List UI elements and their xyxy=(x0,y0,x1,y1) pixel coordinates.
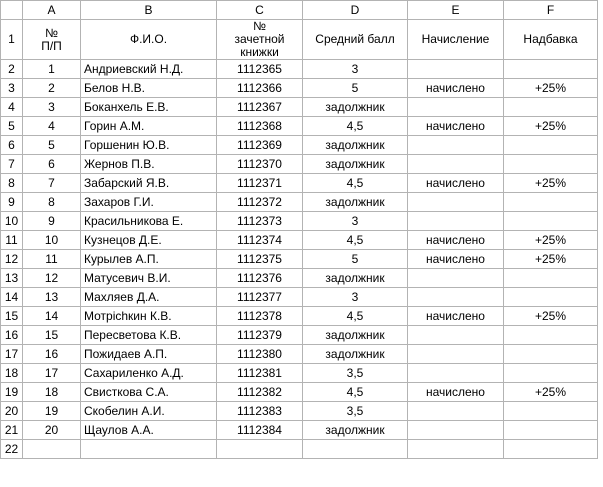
cell-record-book[interactable]: 1112367 xyxy=(217,98,303,117)
cell-bonus[interactable] xyxy=(504,212,598,231)
header-book-line2: зачетной xyxy=(234,32,285,46)
table-row[interactable] xyxy=(1,326,598,345)
cell-bonus[interactable] xyxy=(504,60,598,79)
cell-record-book[interactable]: 1112371 xyxy=(217,174,303,193)
header-cell-record-book[interactable] xyxy=(217,20,303,60)
cell-fio[interactable]: Щаулов А.А. xyxy=(81,421,217,440)
cell-record-book[interactable]: 1112377 xyxy=(217,288,303,307)
row-header-16[interactable]: 16 xyxy=(1,326,23,345)
cell-accrual[interactable] xyxy=(408,345,504,364)
row-header-9[interactable]: 9 xyxy=(1,193,23,212)
cell-number[interactable]: 12 xyxy=(23,269,81,288)
cell-fio[interactable]: Красильникова Е. xyxy=(81,212,217,231)
table-row[interactable] xyxy=(1,288,598,307)
cell-accrual[interactable]: начислено xyxy=(408,174,504,193)
cell-empty[interactable] xyxy=(303,440,408,459)
cell-number[interactable]: 16 xyxy=(23,345,81,364)
row-header-5[interactable]: 5 xyxy=(1,117,23,136)
cell-number[interactable]: 10 xyxy=(23,231,81,250)
select-all-corner[interactable] xyxy=(1,1,23,20)
cell-bonus[interactable]: +25% xyxy=(504,250,598,269)
row-header-4[interactable]: 4 xyxy=(1,98,23,117)
cell-bonus[interactable]: +25% xyxy=(504,117,598,136)
cell-fio[interactable]: Горшенин Ю.В. xyxy=(81,136,217,155)
cell-bonus[interactable] xyxy=(504,155,598,174)
cell-record-book[interactable]: 1112381 xyxy=(217,364,303,383)
header-cell-bonus[interactable]: Надбавка xyxy=(504,20,598,60)
cell-fio[interactable]: Кузнецов Д.Е. xyxy=(81,231,217,250)
row-header-7[interactable]: 7 xyxy=(1,155,23,174)
cell-fio[interactable]: Мотрichкин К.В. xyxy=(81,307,217,326)
table-row[interactable] xyxy=(1,117,598,136)
cell-record-book[interactable]: 1112368 xyxy=(217,117,303,136)
column-header-f[interactable]: F xyxy=(504,1,598,20)
cell-bonus[interactable]: +25% xyxy=(504,174,598,193)
cell-fio[interactable]: Сахариленко А.Д. xyxy=(81,364,217,383)
cell-empty[interactable] xyxy=(217,440,303,459)
cell-number[interactable]: 14 xyxy=(23,307,81,326)
cell-accrual[interactable]: начислено xyxy=(408,231,504,250)
cell-accrual[interactable] xyxy=(408,136,504,155)
cell-accrual[interactable] xyxy=(408,421,504,440)
cell-empty[interactable] xyxy=(408,440,504,459)
cell-record-book[interactable]: 1112379 xyxy=(217,326,303,345)
cell-fio[interactable]: Горин А.М. xyxy=(81,117,217,136)
row-header-12[interactable]: 12 xyxy=(1,250,23,269)
table-row[interactable] xyxy=(1,136,598,155)
row-header-18[interactable]: 18 xyxy=(1,364,23,383)
cell-average-score[interactable]: задолжник xyxy=(303,155,408,174)
cell-average-score[interactable]: задолжник xyxy=(303,98,408,117)
cell-number[interactable]: 15 xyxy=(23,326,81,345)
cell-bonus[interactable]: +25% xyxy=(504,307,598,326)
cell-fio[interactable]: Белов Н.В. xyxy=(81,79,217,98)
cell-empty[interactable] xyxy=(504,440,598,459)
column-header-a[interactable]: A xyxy=(23,1,81,20)
cell-number[interactable]: 11 xyxy=(23,250,81,269)
header-cell-number[interactable] xyxy=(23,20,81,60)
cell-record-book[interactable]: 1112375 xyxy=(217,250,303,269)
row-header-1[interactable]: 1 xyxy=(1,20,23,60)
table-row[interactable] xyxy=(1,250,598,269)
cell-number[interactable]: 13 xyxy=(23,288,81,307)
header-cell-fio[interactable]: Ф.И.О. xyxy=(81,20,217,60)
row-header-22[interactable]: 22 xyxy=(1,440,23,459)
header-book-line3: книжки xyxy=(240,45,279,59)
cell-number[interactable]: 18 xyxy=(23,383,81,402)
row-header-17[interactable]: 17 xyxy=(1,345,23,364)
cell-record-book[interactable]: 1112372 xyxy=(217,193,303,212)
cell-average-score[interactable]: 5 xyxy=(303,250,408,269)
table-row[interactable] xyxy=(1,421,598,440)
cell-number[interactable]: 20 xyxy=(23,421,81,440)
cell-average-score[interactable]: 3 xyxy=(303,60,408,79)
table-row[interactable] xyxy=(1,345,598,364)
cell-accrual[interactable] xyxy=(408,212,504,231)
cell-bonus[interactable] xyxy=(504,326,598,345)
cell-number[interactable]: 2 xyxy=(23,79,81,98)
row-header-8[interactable]: 8 xyxy=(1,174,23,193)
cell-average-score[interactable]: 5 xyxy=(303,79,408,98)
cell-number[interactable]: 9 xyxy=(23,212,81,231)
column-header-row xyxy=(1,1,598,20)
cell-fio[interactable]: Боканхель Е.В. xyxy=(81,98,217,117)
cell-number[interactable]: 8 xyxy=(23,193,81,212)
cell-record-book[interactable]: 1112373 xyxy=(217,212,303,231)
table-row[interactable] xyxy=(1,60,598,79)
cell-average-score[interactable]: задолжник xyxy=(303,269,408,288)
cell-average-score[interactable]: задолжник xyxy=(303,326,408,345)
cell-number[interactable]: 5 xyxy=(23,136,81,155)
cell-accrual[interactable] xyxy=(408,193,504,212)
cell-bonus[interactable] xyxy=(504,288,598,307)
cell-number[interactable]: 19 xyxy=(23,402,81,421)
table-row[interactable] xyxy=(1,231,598,250)
cell-record-book[interactable]: 1112366 xyxy=(217,79,303,98)
row-header-11[interactable]: 11 xyxy=(1,231,23,250)
row-header-19[interactable]: 19 xyxy=(1,383,23,402)
cell-fio[interactable]: Скобелин А.И. xyxy=(81,402,217,421)
cell-accrual[interactable] xyxy=(408,60,504,79)
header-cell-average-score[interactable]: Средний балл xyxy=(303,20,408,60)
cell-accrual[interactable] xyxy=(408,402,504,421)
cell-accrual[interactable]: начислено xyxy=(408,307,504,326)
cell-fio[interactable]: Матусевич В.И. xyxy=(81,269,217,288)
cell-accrual[interactable] xyxy=(408,269,504,288)
cell-bonus[interactable] xyxy=(504,269,598,288)
cell-bonus[interactable]: +25% xyxy=(504,383,598,402)
cell-bonus[interactable]: +25% xyxy=(504,231,598,250)
cell-accrual[interactable]: начислено xyxy=(408,383,504,402)
cell-record-book[interactable]: 1112376 xyxy=(217,269,303,288)
column-header-c[interactable]: C xyxy=(217,1,303,20)
cell-empty[interactable] xyxy=(81,440,217,459)
cell-record-book[interactable]: 1112374 xyxy=(217,231,303,250)
cell-record-book[interactable]: 1112384 xyxy=(217,421,303,440)
cell-number[interactable]: 3 xyxy=(23,98,81,117)
cell-record-book[interactable]: 1112383 xyxy=(217,402,303,421)
cell-average-score[interactable]: 4,5 xyxy=(303,307,408,326)
row-header-14[interactable]: 14 xyxy=(1,288,23,307)
cell-average-score[interactable]: 3,5 xyxy=(303,402,408,421)
cell-empty[interactable] xyxy=(23,440,81,459)
header-number-line2: П/П xyxy=(41,38,62,53)
table-row[interactable] xyxy=(1,402,598,421)
table-row[interactable] xyxy=(1,212,598,231)
table-row[interactable] xyxy=(1,155,598,174)
cell-number[interactable]: 1 xyxy=(23,60,81,79)
table-row[interactable] xyxy=(1,383,598,402)
cell-fio[interactable]: Жернов П.В. xyxy=(81,155,217,174)
cell-record-book[interactable]: 1112382 xyxy=(217,383,303,402)
cell-fio[interactable]: Свисткова С.А. xyxy=(81,383,217,402)
cell-bonus[interactable] xyxy=(504,193,598,212)
row-header-20[interactable]: 20 xyxy=(1,402,23,421)
cell-average-score[interactable]: задолжник xyxy=(303,136,408,155)
cell-bonus[interactable] xyxy=(504,98,598,117)
cell-bonus[interactable] xyxy=(504,345,598,364)
cell-accrual[interactable]: начислено xyxy=(408,250,504,269)
table-row[interactable] xyxy=(1,98,598,117)
cell-fio[interactable]: Андриевский Н.Д. xyxy=(81,60,217,79)
cell-average-score[interactable]: 3 xyxy=(303,288,408,307)
row-header-2[interactable]: 2 xyxy=(1,60,23,79)
cell-fio[interactable]: Захаров Г.И. xyxy=(81,193,217,212)
cell-accrual[interactable] xyxy=(408,364,504,383)
cell-accrual[interactable] xyxy=(408,326,504,345)
column-header-b[interactable]: B xyxy=(81,1,217,20)
cell-number[interactable]: 4 xyxy=(23,117,81,136)
cell-average-score[interactable]: задолжник xyxy=(303,193,408,212)
cell-bonus[interactable] xyxy=(504,364,598,383)
cell-record-book[interactable]: 1112370 xyxy=(217,155,303,174)
table-row[interactable] xyxy=(1,307,598,326)
cell-accrual[interactable]: начислено xyxy=(408,117,504,136)
cell-fio[interactable]: Махляев Д.А. xyxy=(81,288,217,307)
cell-fio[interactable]: Пересветова К.В. xyxy=(81,326,217,345)
cell-bonus[interactable] xyxy=(504,402,598,421)
row-header-21[interactable]: 21 xyxy=(1,421,23,440)
table-row[interactable] xyxy=(1,79,598,98)
cell-bonus[interactable]: +25% xyxy=(504,79,598,98)
cell-average-score[interactable]: 3,5 xyxy=(303,364,408,383)
cell-accrual[interactable] xyxy=(408,98,504,117)
row-header-3[interactable]: 3 xyxy=(1,79,23,98)
header-book-line1: № xyxy=(253,19,266,33)
cell-record-book[interactable]: 1112369 xyxy=(217,136,303,155)
row-header-6[interactable]: 6 xyxy=(1,136,23,155)
cell-fio[interactable]: Курылев А.П. xyxy=(81,250,217,269)
table-row[interactable] xyxy=(1,364,598,383)
table-row[interactable] xyxy=(1,440,598,459)
cell-accrual[interactable] xyxy=(408,155,504,174)
cell-number[interactable]: 6 xyxy=(23,155,81,174)
row-header-13[interactable]: 13 xyxy=(1,269,23,288)
header-number-line1: № xyxy=(45,25,58,40)
cell-fio[interactable]: Пожидаев А.П. xyxy=(81,345,217,364)
cell-average-score[interactable]: задолжник xyxy=(303,345,408,364)
cell-average-score[interactable]: 3 xyxy=(303,212,408,231)
cell-average-score[interactable]: 4,5 xyxy=(303,231,408,250)
column-header-d[interactable]: D xyxy=(303,1,408,20)
cell-fio[interactable]: Забарский Я.В. xyxy=(81,174,217,193)
cell-average-score[interactable]: 4,5 xyxy=(303,174,408,193)
cell-number[interactable]: 17 xyxy=(23,364,81,383)
row-header-10[interactable]: 10 xyxy=(1,212,23,231)
cell-bonus[interactable] xyxy=(504,136,598,155)
table-row[interactable] xyxy=(1,269,598,288)
table-row[interactable] xyxy=(1,174,598,193)
cell-number[interactable]: 7 xyxy=(23,174,81,193)
cell-record-book[interactable]: 1112380 xyxy=(217,345,303,364)
cell-accrual[interactable]: начислено xyxy=(408,79,504,98)
cell-average-score[interactable]: 4,5 xyxy=(303,117,408,136)
table-row[interactable] xyxy=(1,193,598,212)
cell-record-book[interactable]: 1112365 xyxy=(217,60,303,79)
cell-bonus[interactable] xyxy=(504,421,598,440)
cell-accrual[interactable] xyxy=(408,288,504,307)
column-header-e[interactable]: E xyxy=(408,1,504,20)
cell-average-score[interactable]: 4,5 xyxy=(303,383,408,402)
table-header-row xyxy=(1,20,598,60)
row-header-15[interactable]: 15 xyxy=(1,307,23,326)
header-cell-accrual[interactable]: Начисление xyxy=(408,20,504,60)
cell-average-score[interactable]: задолжник xyxy=(303,421,408,440)
cell-record-book[interactable]: 1112378 xyxy=(217,307,303,326)
